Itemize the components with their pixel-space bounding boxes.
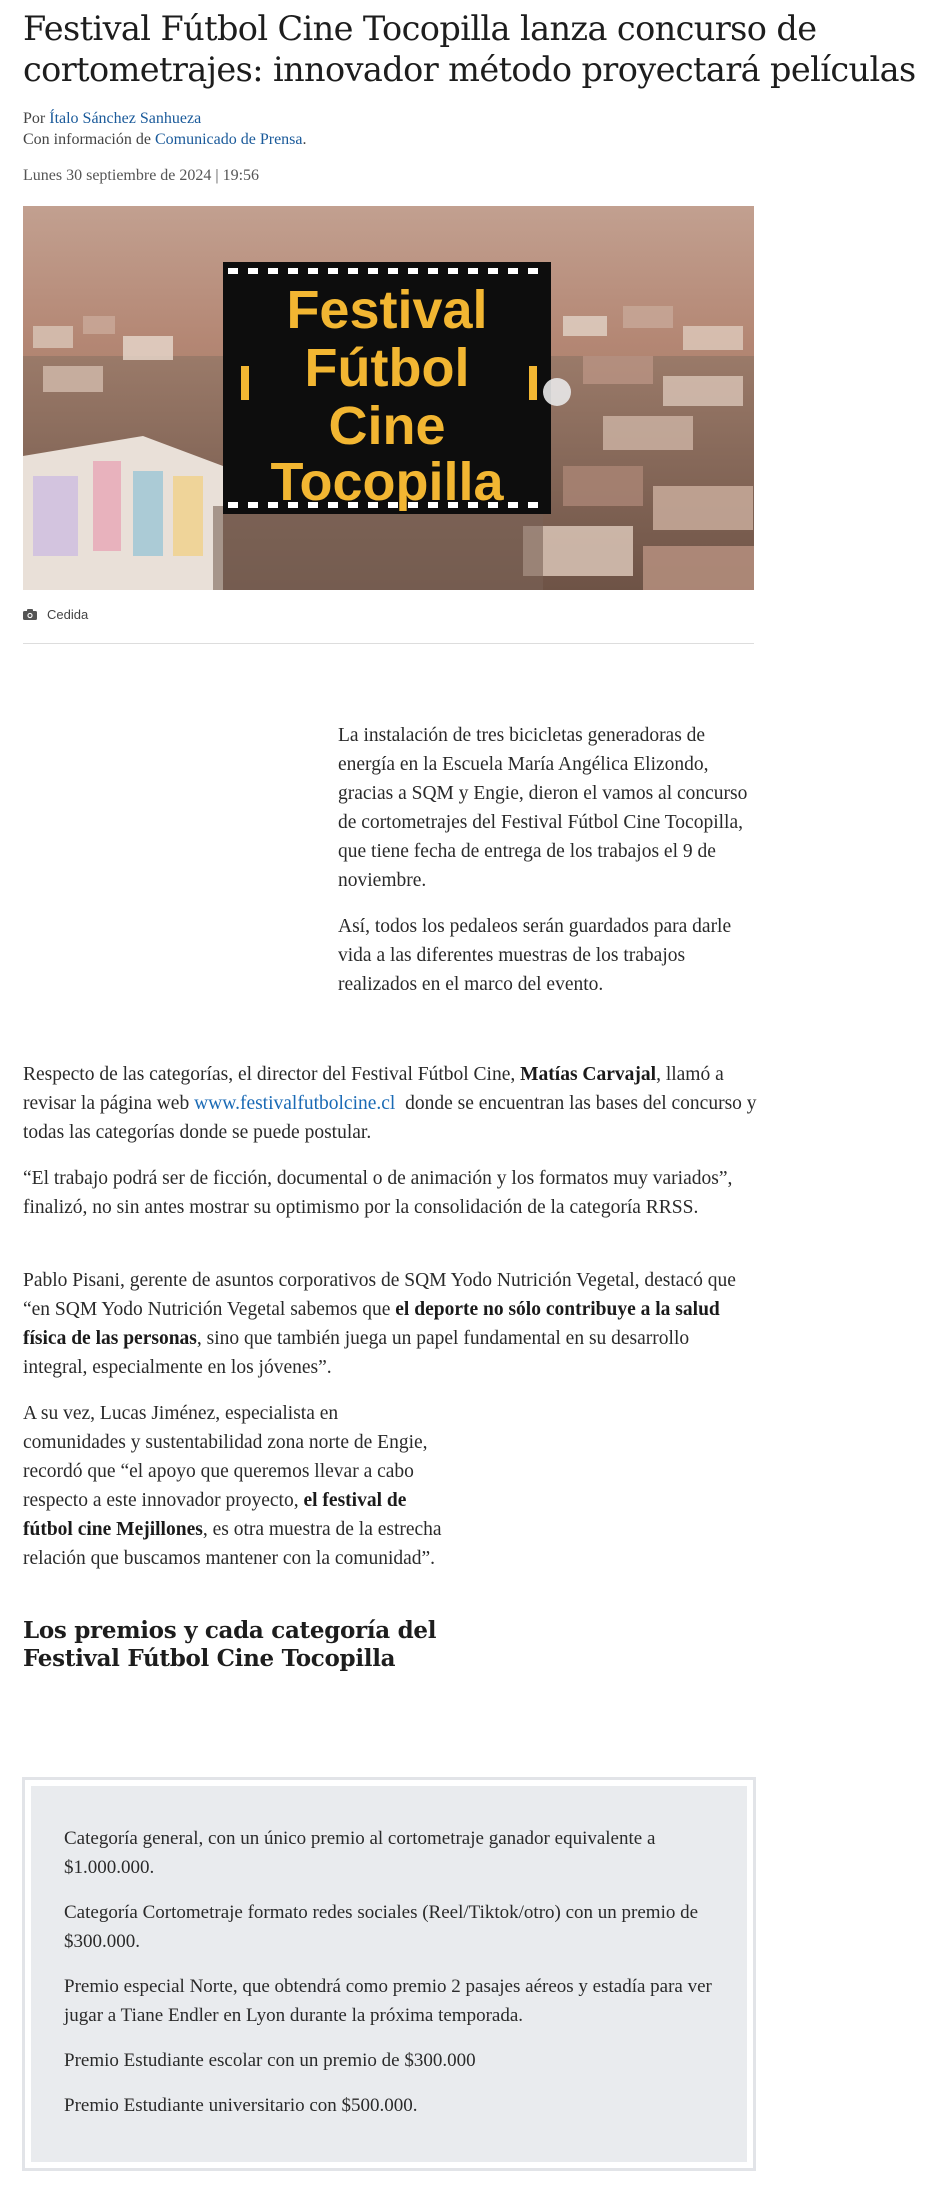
byline-prefix: Por	[23, 110, 50, 127]
caption-divider	[23, 643, 754, 644]
p3-text-b: , llamó a revisar la página web	[23, 1064, 724, 1114]
prize-item: Categoría general, con un único premio al cortometraje ganador equivalente a $1.000.000.	[64, 1828, 656, 1878]
caption-text: Cedida	[47, 607, 89, 622]
logo-line-1: Festival	[286, 280, 488, 340]
source-prefix: Con información de	[23, 131, 155, 148]
publish-date: Lunes 30 septiembre de 2024 | 19:56	[23, 167, 260, 184]
prize-item: Premio Estudiante escolar con un premio de $300.000	[64, 2050, 476, 2071]
p5-bold: el deporte no sólo contribuye a la salud física de las personas	[23, 1299, 720, 1349]
logo-line-4: Tocopilla	[270, 452, 504, 512]
p6-text-b: , es otra muestra de la estrecha relación que buscamos mantener con la comunidad”.	[23, 1519, 442, 1569]
byline	[23, 108, 307, 150]
prizes-box	[22, 1777, 756, 2171]
p6-bold: el festival de fútbol cine Mejillones	[23, 1490, 407, 1540]
ball-shape	[543, 378, 571, 406]
paragraph-6	[23, 1399, 443, 1573]
author-line	[23, 108, 307, 129]
paragraph-1: La instalación de tres bicicletas generadoras de energía en la Escuela María Angélica Elizondo, gracias a SQM y Engie, dieron el vamos al concurso de cortometrajes del Festival Fútbol Cine Tocopilla, que tiene fecha de entrega de los trabajos el 9 de noviembre.	[338, 725, 748, 891]
p3-text-a: Respecto de las categorías, el director del Festival Fútbol Cine,	[23, 1064, 521, 1085]
article-headline: Festival Fútbol Cine Tocopilla lanza concurso de cortometrajes: innovador método proyectará películas	[23, 9, 916, 89]
hero-image[interactable]	[23, 206, 754, 590]
prize-item: Premio especial Norte, que obtendrá como premio 2 pasajes aéreos y estadía para ver jugar a Tiane Endler en Lyon durante la próxima temporada.	[64, 1976, 712, 2026]
paragraph-2: Así, todos los pedaleos serán guardados para darle vida a las diferentes muestras de los trabajos realizados en el marco del evento.	[338, 916, 732, 995]
prize-item: Premio Estudiante universitario con $500.000.	[64, 2095, 418, 2116]
author-link[interactable]: Ítalo Sánchez Sanhueza	[49, 110, 202, 127]
paragraph-3	[23, 1060, 762, 1147]
camera-icon	[23, 609, 37, 620]
school-building	[23, 436, 223, 590]
prize-item: Categoría Cortometraje formato redes sociales (Reel/Tiktok/otro) con un premio de $300.000.	[64, 1902, 699, 1952]
logo-text	[270, 280, 504, 512]
source-line	[23, 129, 307, 150]
prizes-list	[31, 1786, 747, 2162]
street	[213, 506, 543, 590]
logo-line-2: Fútbol	[304, 338, 470, 398]
prizes-heading: Los premios y cada categoría del Festival Fútbol Cine Tocopilla	[23, 1617, 437, 1672]
logo-line-3: Cine	[328, 396, 446, 456]
paragraph-4: “El trabajo podrá ser de ficción, documental o de animación y los formatos muy variados”, finalizó, no sin antes mostrar su optimismo por la consolidación de la categoría RRSS.	[23, 1168, 733, 1218]
paragraph-5	[23, 1266, 758, 1382]
source-link[interactable]: Comunicado de Prensa	[154, 131, 303, 148]
p5-text-a: Pablo Pisani, gerente de asuntos corporativos de SQM Yodo Nutrición Vegetal, destacó que “en SQM Yodo Nutrición Vegetal sabemos que	[23, 1270, 736, 1320]
p3-text-c: donde se encuentran las bases del concurso y todas las categorías donde se puede postular.	[23, 1093, 762, 1143]
hero-illustration	[23, 206, 754, 590]
p5-text-b: , sino que también juega un papel fundamental en su desarrollo integral, especialmente en los jóvenes”.	[23, 1328, 690, 1378]
p6-text-a: A su vez, Lucas Jiménez, especialista en comunidades y sustentabilidad zona norte de Engie, recordó que “el apoyo que queremos llevar a cabo respecto a este innovador proyecto,	[23, 1403, 428, 1511]
image-caption	[23, 607, 88, 622]
festival-website-link[interactable]: www.festivalfutbolcine.cl	[194, 1093, 396, 1114]
source-suffix: .	[302, 131, 307, 148]
p3-bold: Matías Carvajal	[520, 1064, 657, 1085]
